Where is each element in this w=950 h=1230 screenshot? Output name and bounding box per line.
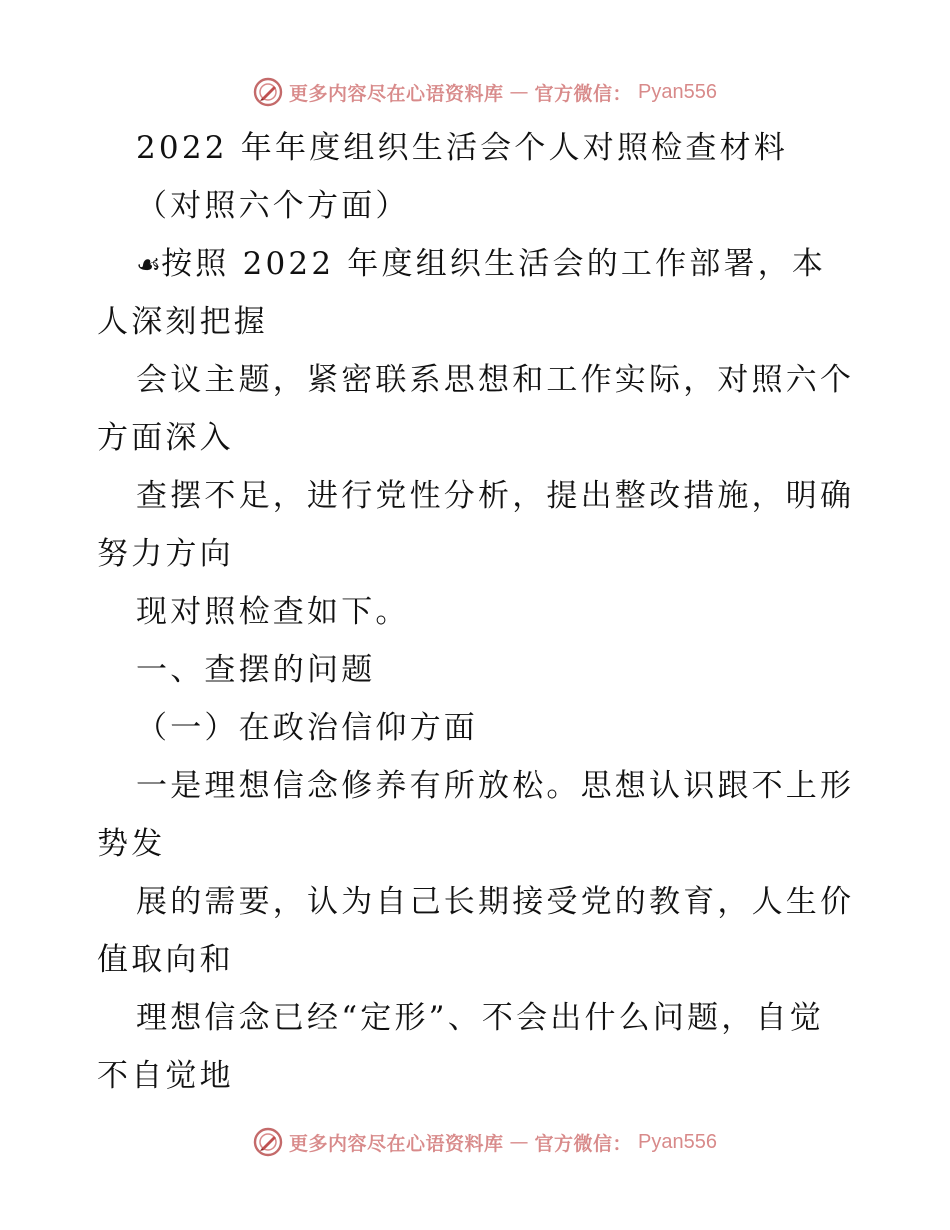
paragraph-line: 查摆不足，进行党性分析，提出整改措施，明确 — [136, 478, 855, 514]
paragraph-line: 理想信念已经“定形”、不会出什么问题，自觉 — [136, 1000, 824, 1036]
banner-wechat-id: Pyan556 — [638, 80, 717, 103]
header-banner — [0, 72, 950, 112]
paragraph-line: 势发 — [97, 826, 166, 862]
banner-wechat-label: 官方微信： — [534, 82, 633, 105]
paragraph-line: 会议主题，紧密联系思想和工作实际，对照六个 — [136, 362, 855, 398]
banner-wechat-label: 官方微信： — [534, 1132, 633, 1155]
paragraph-line: 方面深入 — [97, 420, 234, 456]
banner-separator: — — [509, 1131, 529, 1153]
banner-wechat-id: Pyan556 — [638, 1130, 717, 1153]
document-title: 2022 年年度组织生活会个人对照检查材料 — [136, 130, 788, 166]
banner-separator: — — [509, 81, 529, 103]
banner-text: 更多内容尽在心语资料库 — [289, 82, 504, 105]
subsection-heading: （一）在政治信仰方面 — [136, 710, 478, 746]
flourish-icon: ☙ — [136, 248, 162, 281]
paragraph-line: 值取向和 — [97, 942, 234, 978]
pen-logo-icon — [253, 77, 283, 107]
footer-banner — [0, 1122, 950, 1162]
paragraph-line — [136, 244, 826, 285]
paragraph-line-text: 按照 2022 年度组织生活会的工作部署，本 — [161, 246, 827, 282]
banner-text: 更多内容尽在心语资料库 — [289, 1132, 504, 1155]
paragraph-line: 努力方向 — [97, 536, 234, 572]
paragraph-line: 现对照检查如下。 — [136, 594, 410, 630]
paragraph-line: 不自觉地 — [97, 1058, 234, 1094]
pen-logo-icon — [253, 1127, 283, 1157]
paragraph-line: 人深刻把握 — [97, 304, 268, 340]
paragraph-line: 一是理想信念修养有所放松。思想认识跟不上形 — [136, 768, 855, 804]
document-subtitle: （对照六个方面） — [136, 188, 410, 224]
paragraph-line: 展的需要，认为自己长期接受党的教育，人生价 — [136, 884, 855, 920]
section-heading: 一、查摆的问题 — [136, 652, 376, 688]
